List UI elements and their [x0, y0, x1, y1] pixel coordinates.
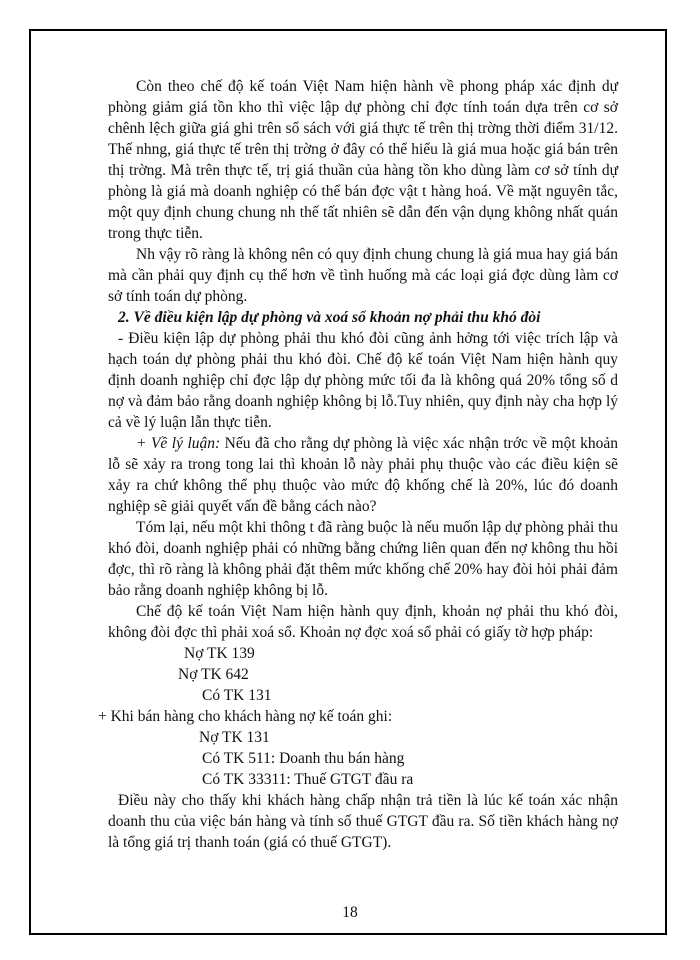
- paragraph-inventory-provision: Còn theo chế độ kế toán Việt Nam hiện hành về phong pháp xác định dự phòng giảm giá tồn kho thì việc lập dự phòng chỉ đợc tính toán dựa trên cơ sở chênh lệch giữa giá ghi trên sổ sách với giá thực tế trên thị trờng thời điểm 31/12. Thế nhng, giá thực tế trên thị trờng ở đây có thể hiểu là giá mua hoặc giá bán trên thị trờng. Mà trên thực tế, trị giá thuần của hàng tồn kho dùng làm cơ sở tính dự phòng là giá mà doanh nghiệp có thể bán đợc vật t hàng hoá. Về mặt nguyên tắc, một quy định chung chung nh thế tất nhiên sẽ dẫn đến vận dụng không nhất quán trong thực tiễn.: [108, 78, 618, 242]
- journal-entry-credit-131: Có TK 131: [202, 687, 272, 704]
- journal-entry-debit-642: Nợ TK 642: [178, 666, 249, 683]
- paragraph-bad-debt-conditions: - Điều kiện lập dự phòng phải thu khó đòi cũng ảnh hởng tới việc trích lập và hạch toán dự phòng phải thu khó đòi. Chế độ kế toán Việt Nam hiện hành quy định doanh nghiệp chỉ đợc lập dự phòng mức tối đa là không quá 20% tổng số d nợ và đảm bảo rằng doanh nghiệp không bị lỗ.Tuy nhiên, quy định này cha hợp lý cả về lý luận lẫn thực tiễn.: [108, 330, 618, 431]
- paragraph-revenue-recognition: Điều này cho thấy khi khách hàng chấp nhận trả tiền là lúc kế toán xác nhận doanh thu của việc bán hàng và tính số thuế GTGT đầu ra. Số tiền khách hàng nợ là tổng giá trị thanh toán (giá có thuế GTGT).: [108, 792, 618, 851]
- journal-entry-credit-511: Có TK 511: Doanh thu bán hàng: [202, 750, 405, 767]
- paragraph-summary: Tóm lại, nếu một khi thông t đã ràng buộc là nếu muốn lập dự phòng phải thu khó đòi, doanh nghiệp phải có những bằng chứng liên quan đến nợ không thu hồi đợc, thì rõ ràng là không phải đặt thêm mức khống chế 20% hay đòi hỏi phải đảm bảo rằng doanh nghiệp không bị lỗ.: [108, 519, 618, 599]
- journal-entry-debit-139: Nợ TK 139: [184, 645, 255, 662]
- paragraph-write-off: Chế độ kế toán Việt Nam hiện hành quy định, khoản nợ phải thu khó đòi, không đòi đợc thì phải xoá sổ. Khoản nợ đợc xoá sổ phải có giấy tờ hợp pháp:: [108, 603, 618, 641]
- document-body: [98, 76, 618, 853]
- paragraph-price-conclusion: Nh vậy rõ ràng là không nên có quy định chung chung là giá mua hay giá bán mà cần phải quy định cụ thể hơn về tình huống mà các loại giá đợc dùng làm cơ sở tính toán dự phòng.: [108, 246, 618, 305]
- journal-entry-debit-131: Nợ TK 131: [199, 729, 270, 746]
- section-heading-bad-debt: 2. Về điều kiện lập dự phòng và xoá sổ khoản nợ phải thu khó đòi: [118, 309, 541, 326]
- paragraph-theory: [108, 433, 618, 517]
- journal-entry-credit-33311: Có TK 33311: Thuế GTGT đầu ra: [202, 771, 414, 788]
- theory-label: + Về lý luận:: [136, 435, 221, 452]
- theory-text: Nếu đã cho rằng dự phòng là việc xác nhận trớc về một khoản lỗ sẽ xảy ra trong tong lai thì khoản lỗ này phải phụ thuộc vào các điều kiện sẽ xảy ra chứ không thể phụ thuộc vào mức độ khống chế là 20%, lúc đó doanh nghiệp sẽ giải quyết vấn đề bằng cách nào?: [108, 435, 618, 515]
- paragraph-sale-on-credit: + Khi bán hàng cho khách hàng nợ kế toán ghi:: [98, 708, 393, 725]
- page-number: 18: [342, 904, 358, 921]
